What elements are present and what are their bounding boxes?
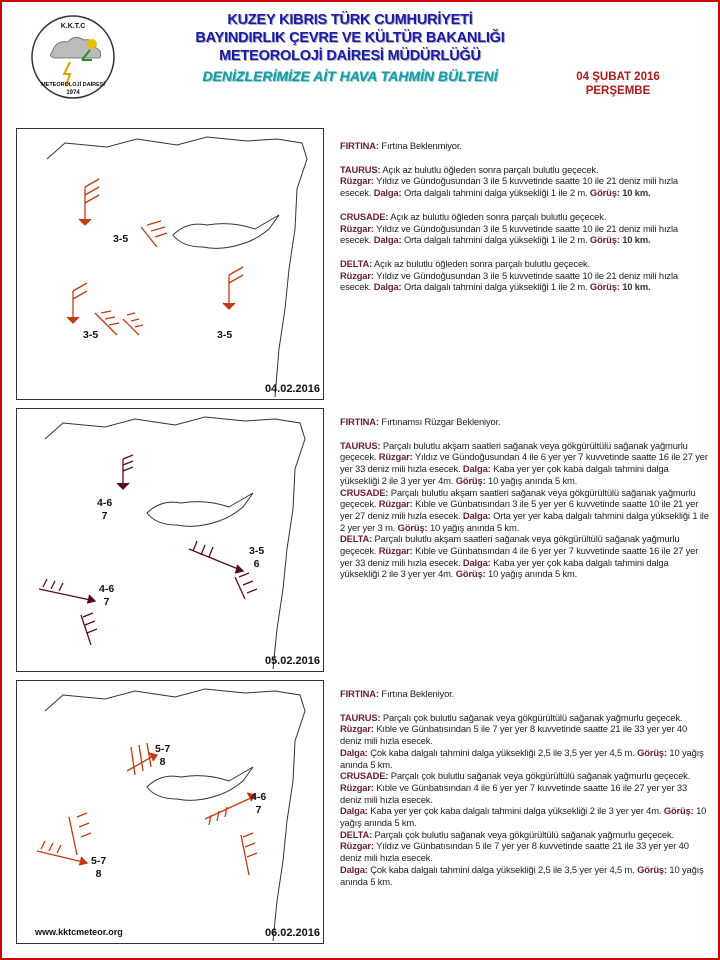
wind-key: Rüzgar: bbox=[378, 498, 413, 510]
date-text: 04 ŞUBAT 2016 bbox=[576, 71, 660, 83]
wind-force-value: 4-6 bbox=[97, 497, 113, 509]
sky-text: Açık az bulutlu öğleden sonra parçalı bulutlu geçecek. bbox=[380, 163, 599, 175]
visibility-key: Görüş: bbox=[637, 863, 667, 875]
wind-text: Kıble ve Günbatısından 4 ile 6 yer yer 7 kuvvetinde saatte 16 ile 27 yer yer 33 deniz mili hızla esecek. bbox=[340, 545, 699, 568]
taurus-block bbox=[340, 712, 710, 771]
region-key: CRUSADE: bbox=[340, 486, 389, 498]
delta-block bbox=[340, 258, 710, 293]
wave-text: Orta dalgalı tahmini dalga yüksekliği 1 ile 2 m. bbox=[401, 187, 590, 199]
region-key: TAURUS: bbox=[340, 439, 381, 451]
crusade-block bbox=[340, 211, 710, 246]
region-key: DELTA: bbox=[340, 533, 373, 545]
delta-block bbox=[340, 829, 710, 888]
visibility-text: 10 km. bbox=[619, 234, 651, 246]
storm-line bbox=[340, 688, 710, 700]
wind-force-value: 5-7 bbox=[155, 743, 171, 755]
wave-key: Dalga: bbox=[373, 234, 402, 246]
visibility-key: Görüş: bbox=[589, 187, 620, 199]
visibility-text: 10 yağış anında 5 km. bbox=[485, 474, 578, 486]
forecast-text-3 bbox=[340, 688, 710, 887]
wind-barbs-1 bbox=[17, 129, 323, 399]
wind-barb-taurus bbox=[127, 743, 157, 775]
wind-force-label bbox=[99, 583, 114, 609]
wave-key: Dalga: bbox=[373, 187, 402, 199]
wind-text: Yıldız ve Günbatısından 5 ile 7 yer yer 8 kuvvetinde saatte 21 ile 33 yer yer 40 deniz mili hızla esecek. bbox=[340, 840, 689, 864]
wind-force-label bbox=[155, 743, 170, 769]
visibility-key: Görüş: bbox=[397, 521, 428, 533]
sky-text: Açık az bulutlu öğleden sonra parçalı bulutlu geçecek. bbox=[372, 257, 591, 269]
wind-barb-delta-2 bbox=[123, 313, 143, 335]
wave-key: Dalga: bbox=[340, 805, 368, 817]
visibility-text: 10 yağış anında 5 km. bbox=[485, 568, 578, 580]
visibility-text: 10 yağış anında 5 km. bbox=[340, 805, 707, 829]
wind-text: Yıldız ve Gündoğusundan 3 ile 5 kuvvetinde saatte 10 ile 21 deniz mili hızla esecek. bbox=[340, 269, 678, 293]
wave-text: Çok kaba dalgalı tahmini dalga yüksekliği 2,5 ile 3,5 yer yer 4,5 m. bbox=[367, 746, 638, 758]
wind-force-value: 4-6 bbox=[99, 583, 115, 595]
header-line-1: KUZEY KIBRIS TÜRK CUMHURİYETİ bbox=[227, 12, 473, 28]
wave-text: Kaba yer yer çok kaba dalgalı tahmini dalga yüksekliği 2 ile 3 yer yer 4m. bbox=[340, 556, 669, 580]
wind-text: Kıble ve Günbatısından 4 ile 6 yer yer 7 kuvvetinde saatte 16 ile 27 yer yer 33 deniz mili hızla esecek. bbox=[340, 781, 688, 805]
wind-barb-taurus-2 bbox=[141, 221, 167, 247]
wind-force-label bbox=[91, 855, 106, 881]
wind-barb-taurus bbox=[117, 455, 133, 489]
storm-line bbox=[340, 416, 710, 428]
region-key: DELTA: bbox=[340, 257, 373, 269]
region-key: DELTA: bbox=[340, 828, 373, 840]
header-line-3: METEOROLOJİ DAİRESİ MÜDÜRLÜĞÜ bbox=[219, 48, 481, 64]
visibility-key: Görüş: bbox=[589, 281, 620, 293]
wind-barbs-3 bbox=[17, 681, 323, 943]
wind-text: Yıldız ve Gündoğusundan 4 ile 6 yer yer 7 kuvvetinde saatte 16 ile 27 yer yer 33 deniz mili hızla esecek. bbox=[340, 451, 708, 475]
wind-gust-value: 6 bbox=[253, 558, 260, 570]
wave-text: Kaba yer yer çok kaba dalgalı tahmini dalga yüksekliği 2 ile 3 yer yer 4m. bbox=[340, 463, 669, 486]
forecast-map-panel-2 bbox=[16, 408, 324, 672]
taurus-block bbox=[340, 440, 710, 487]
wind-key: Rüzgar: bbox=[340, 269, 374, 281]
wind-key: Rüzgar: bbox=[340, 840, 374, 852]
wind-gust-value: 8 bbox=[95, 868, 102, 880]
wind-key: Rüzgar: bbox=[378, 451, 413, 463]
wind-barb-delta-2 bbox=[81, 613, 97, 645]
sky-text: Parçalı bulutlu akşam saatleri sağanak veya gökgürültülü sağanak yağmurlu geçecek. bbox=[340, 486, 696, 510]
wind-barbs-2 bbox=[17, 409, 323, 671]
forecast-text-2 bbox=[340, 416, 710, 580]
wave-key: Dalga: bbox=[462, 509, 491, 521]
wave-key: Dalga: bbox=[462, 463, 491, 475]
website-text: www.kktcmeteor.org bbox=[35, 927, 123, 937]
wind-barb-crusade-2 bbox=[95, 311, 119, 335]
sky-text: Parçalı çok bulutlu sağanak veya gökgürültülü sağanak yağmurlu geçecek. bbox=[388, 770, 691, 782]
storm-value: Fırtına Beklenmiyor. bbox=[378, 140, 462, 151]
wave-key: Dalga: bbox=[340, 746, 368, 758]
visibility-key: Görüş: bbox=[663, 805, 694, 817]
wind-key: Rüzgar: bbox=[340, 781, 374, 793]
panel-date: 05.02.2016 bbox=[264, 655, 320, 667]
visibility-key: Görüş: bbox=[455, 474, 486, 486]
wind-barb-delta bbox=[37, 841, 87, 865]
wind-barb-delta-2 bbox=[69, 813, 91, 855]
logo-top-text: K.K.T.C bbox=[60, 23, 86, 30]
crusade-block bbox=[340, 770, 710, 829]
region-key: TAURUS: bbox=[340, 711, 381, 723]
storm-line bbox=[340, 140, 710, 152]
wind-barb-delta bbox=[223, 267, 243, 309]
storm-key: FIRTINA: bbox=[340, 688, 379, 699]
logo-bottom-text: METEOROLOJİ DAİRESİ bbox=[41, 82, 105, 88]
wind-gust-value: 7 bbox=[103, 596, 110, 608]
bulletin-date bbox=[548, 70, 688, 98]
wave-text: Orta yer yer kaba dalgalı tahmini dalga yüksekliği 1 ile 2 yer yer 3 m. bbox=[340, 509, 709, 533]
sky-text: Açık az bulutlu öğleden sonra parçalı bulutlu geçecek. bbox=[388, 210, 607, 222]
wave-text: Kaba yer yer çok kaba dalgalı tahmini dalga yüksekliği 2 ile 3 yer yer 4m. bbox=[367, 805, 664, 817]
wind-barb-crusade bbox=[189, 541, 243, 573]
crusade-block bbox=[340, 487, 710, 534]
header-line-2: BAYINDIRLIK ÇEVRE VE KÜLTÜR BAKANLIĞI bbox=[195, 30, 505, 46]
wind-key: Rüzgar: bbox=[340, 723, 374, 735]
storm-value: Fırtına Bekleniyor. bbox=[378, 688, 455, 699]
storm-key: FIRTINA: bbox=[340, 416, 379, 427]
wind-barb-crusade-2 bbox=[241, 833, 257, 875]
wind-barb-crusade bbox=[67, 283, 87, 323]
wind-force-label bbox=[97, 497, 112, 523]
wave-text: Orta dalgalı tahmini dalga yüksekliği 1 ile 2 m. bbox=[401, 281, 590, 293]
meteorology-logo bbox=[30, 14, 116, 100]
sky-text: Parçalı çok bulutlu sağanak veya gökgürültülü sağanak yağmurlu geçecek. bbox=[380, 711, 683, 723]
region-key: TAURUS: bbox=[340, 163, 381, 175]
forecast-map-panel-1 bbox=[16, 128, 324, 400]
logo-year: 1974 bbox=[66, 90, 80, 96]
wave-key: Dalga: bbox=[340, 863, 368, 875]
wave-key: Dalga: bbox=[462, 556, 491, 568]
panel-date: 04.02.2016 bbox=[264, 383, 320, 395]
wind-text: Yıldız ve Gündoğusundan 3 ile 5 kuvvetinde saatte 10 ile 21 deniz mili hızla esecek. bbox=[340, 175, 678, 199]
visibility-key: Görüş: bbox=[589, 234, 620, 246]
wind-force-label: 3-5 bbox=[83, 329, 99, 341]
wave-text: Orta dalgalı tahmini dalga yüksekliği 1 ile 2 m. bbox=[401, 234, 590, 246]
visibility-text: 10 yağış anında 5 km. bbox=[427, 521, 520, 533]
wind-gust-value: 8 bbox=[159, 756, 166, 768]
taurus-block bbox=[340, 164, 710, 199]
wind-force-label: 3-5 bbox=[113, 233, 129, 245]
bulletin-subtitle: DENİZLERİMİZE AİT HAVA TAHMİN BÜLTENİ bbox=[202, 68, 498, 84]
wind-force-value: 3-5 bbox=[249, 545, 265, 557]
wind-text: Kıble ve Günbatısından 5 ile 7 yer yer 8 kuvvetinde saatte 21 ile 33 yer yer 40 deniz mili hızla esecek. bbox=[340, 723, 688, 747]
wind-force-label bbox=[249, 545, 264, 571]
forecast-text-1 bbox=[340, 140, 710, 293]
wind-force-value: 5-7 bbox=[91, 855, 107, 867]
delta-block bbox=[340, 533, 710, 580]
wind-key: Rüzgar: bbox=[340, 222, 374, 234]
wind-barb-delta bbox=[39, 579, 95, 603]
visibility-key: Görüş: bbox=[455, 568, 486, 580]
wind-gust-value: 7 bbox=[101, 510, 108, 522]
sky-text: Parçalı bulutlu akşam saatleri sağanak veya gökgürültülü sağanak yağmurlu geçecek. bbox=[340, 439, 688, 463]
wave-text: Çok kaba dalgalı tahmini dalga yüksekliği 2,5 ile 3,5 yer yer 4,5 m. bbox=[367, 863, 638, 875]
storm-value: Fırtınamsı Rüzgar Bekleniyor. bbox=[378, 416, 501, 427]
wind-force-value: 4-6 bbox=[251, 791, 267, 803]
storm-key: FIRTINA: bbox=[340, 140, 379, 151]
panel-date: 06.02.2016 bbox=[264, 927, 320, 939]
visibility-text: 10 km. bbox=[619, 187, 651, 199]
visibility-text: 10 yağış anında 5 km. bbox=[340, 746, 704, 770]
visibility-text: 10 yağış anında 5 km. bbox=[340, 863, 704, 887]
weekday-text: PERŞEMBE bbox=[585, 85, 651, 97]
visibility-text: 10 km. bbox=[619, 281, 651, 293]
sky-text: Parçalı çok bulutlu sağanak veya gökgürültülü sağanak yağmurlu geçecek. bbox=[372, 828, 674, 840]
visibility-key: Görüş: bbox=[637, 746, 667, 758]
wind-key: Rüzgar: bbox=[378, 545, 413, 557]
wind-barb-crusade-2 bbox=[235, 573, 257, 599]
wind-key: Rüzgar: bbox=[340, 175, 374, 187]
wind-force-label: 3-5 bbox=[217, 329, 233, 341]
sky-text: Parçalı bulutlu akşam saatleri sağanak veya gökgürültülü sağanak yağmurlu geçecek. bbox=[340, 533, 680, 557]
wind-text: Yıldız ve Gündoğusundan 3 ile 5 kuvvetinde saatte 10 ile 21 deniz mili hızla esecek. bbox=[340, 222, 678, 246]
wave-key: Dalga: bbox=[373, 281, 402, 293]
region-key: CRUSADE: bbox=[340, 770, 389, 782]
wind-barb-crusade bbox=[205, 793, 255, 825]
region-key: CRUSADE: bbox=[340, 210, 389, 222]
forecast-map-panel-3 bbox=[16, 680, 324, 944]
wind-gust-value: 7 bbox=[255, 804, 262, 816]
wind-text: Kıble ve Günbatısından 3 ile 5 yer yer 6 kuvvetinde saatte 10 ile 21 yer yer 27 deniz mili hızla esecek. bbox=[340, 498, 699, 521]
wind-force-label bbox=[251, 791, 266, 817]
wind-barb-taurus bbox=[79, 179, 99, 225]
